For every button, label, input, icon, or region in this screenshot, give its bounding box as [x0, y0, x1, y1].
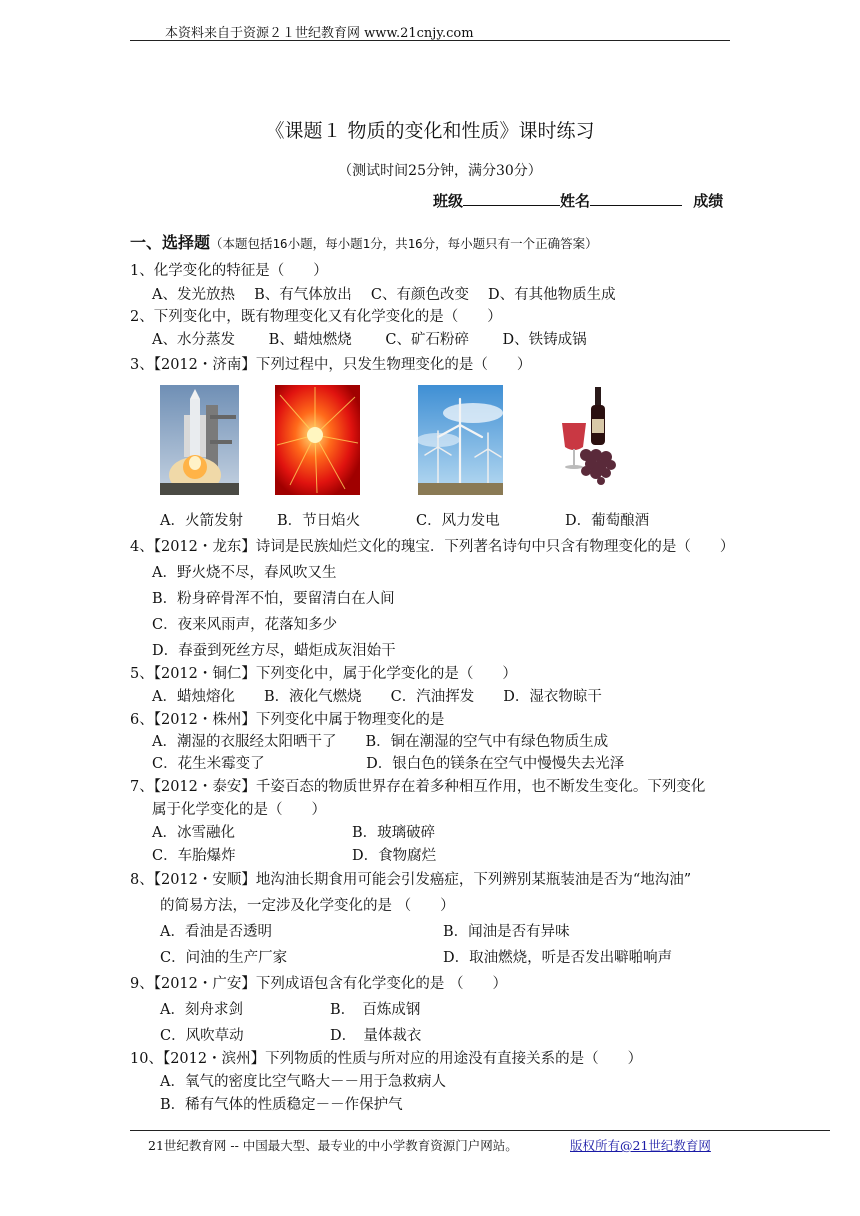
question-7-option-a: A．冰雪融化	[152, 825, 235, 841]
header-rule	[130, 40, 730, 41]
copyright-link[interactable]: 版权所有@21世纪教育网	[570, 1138, 711, 1153]
question-9-option-b: B． 百炼成钢	[330, 1002, 421, 1018]
page-header-text: 本资料来自于资源２１世纪教育网 www.21cnjy.com	[165, 26, 474, 41]
question-7-option-c: C．车胎爆炸	[152, 848, 236, 864]
question-10: 10、【2012・滨州】下列物质的性质与所对应的用途没有直接关系的是（ ）	[130, 1051, 643, 1067]
question-3-option-d: D．葡萄酿酒	[565, 513, 650, 529]
question-1-options: A、发光放热 B、有气体放出 C、有颜色改变 D、有其他物质生成	[152, 287, 616, 303]
question-3: 3、【2012・济南】下列过程中，只发生物理变化的是（ ）	[130, 357, 532, 373]
question-10-option-a: A．氧气的密度比空气略大－－用于急救病人	[160, 1074, 446, 1090]
class-label: 班级	[433, 192, 464, 210]
fireworks-image	[275, 385, 360, 495]
name-label: 姓名	[560, 192, 591, 210]
question-8-continued: 的简易方法，一定涉及化学变化的是 （ ）	[160, 898, 455, 914]
section-title: 一、选择题	[130, 233, 211, 252]
question-8-option-b: B．闻油是否有异味	[443, 924, 570, 940]
question-5-options: A．蜡烛熔化 B．液化气燃烧 C．汽油挥发 D．湿衣物晾干	[152, 689, 602, 705]
class-blank	[463, 191, 560, 206]
question-9-option-a: A．刻舟求剑	[160, 1002, 243, 1018]
section-note: （本题包括16小题，每小题1分，共16分，每小题只有一个正确答案）	[210, 236, 598, 251]
question-1: 1、化学变化的特征是（ ）	[130, 263, 328, 279]
question-7-option-d: D．食物腐烂	[352, 848, 437, 864]
question-9-option-c: C．风吹草动	[160, 1028, 244, 1044]
question-8-option-a: A．看油是否透明	[160, 924, 272, 940]
question-6-options-cd: C．花生米霉变了 D．银白色的镁条在空气中慢慢失去光泽	[152, 756, 625, 772]
question-6-options-ab: A．潮湿的衣服经太阳晒干了 B．铜在潮湿的空气中有绿色物质生成	[152, 734, 609, 750]
question-3-option-c: C．风力发电	[416, 513, 500, 529]
question-10-option-b: B．稀有气体的性质稳定－－作保护气	[160, 1097, 403, 1113]
question-4-option-a: A．野火烧不尽，春风吹又生	[152, 565, 337, 581]
page-subtitle: （测试时间25分钟，满分30分）	[338, 163, 542, 179]
question-2-options: A、水分蒸发 B、蜡烛燃烧 C、矿石粉碎 D、铁铸成锅	[152, 332, 587, 348]
question-4: 4、【2012・龙东】诗词是民族灿烂文化的瑰宝．下列著名诗句中只含有物理变化的是（ ）	[130, 539, 735, 555]
question-6: 6、【2012・株州】下列变化中属于物理变化的是	[130, 712, 445, 728]
wind-turbines-image	[418, 385, 503, 495]
question-3-option-b: B．节日焰火	[277, 513, 361, 529]
section-heading	[130, 230, 598, 253]
question-9: 9、【2012・广安】下列成语包含有化学变化的是 （ ）	[130, 976, 507, 992]
question-8-option-d: D．取油燃烧，听是否发出噼啪响声	[443, 950, 673, 966]
question-7-option-b: B．玻璃破碎	[352, 825, 436, 841]
question-2: 2、下列变化中，既有物理变化又有化学变化的是（ ）	[130, 309, 502, 325]
question-8-option-c: C．问油的生产厂家	[160, 950, 288, 966]
score-label: 成绩	[693, 192, 724, 210]
question-7: 7、【2012・泰安】千姿百态的物质世界存在着多种相互作用，也不断发生变化。下列变化	[130, 779, 706, 795]
student-info-row	[433, 190, 723, 211]
question-5: 5、【2012・铜仁】下列变化中，属于化学变化的是（ ）	[130, 666, 517, 682]
footer-rule	[130, 1130, 830, 1131]
page-title: 《课题１ 物质的变化和性质》课时练习	[265, 120, 595, 142]
question-4-option-c: C．夜来风雨声，花落知多少	[152, 617, 338, 633]
name-blank	[590, 191, 682, 206]
question-4-option-d: D．春蚕到死丝方尽，蜡炬成灰泪始干	[152, 643, 396, 659]
question-4-option-b: B．粉身碎骨浑不怕，要留清白在人间	[152, 591, 395, 607]
question-7-continued: 属于化学变化的是（ ）	[152, 802, 326, 818]
rocket-launch-image	[160, 385, 239, 495]
question-8: 8、【2012・安顺】地沟油长期食用可能会引发癌症，下列辨别某瓶装油是否为“地沟油”	[130, 872, 692, 888]
footer-text: 21世纪教育网 -- 中国最大型、最专业的中小学教育资源门户网站。	[148, 1138, 518, 1153]
question-3-option-a: A．火箭发射	[160, 513, 243, 529]
question-9-option-d: D． 量体裁衣	[330, 1028, 422, 1044]
grape-wine-image	[556, 385, 626, 487]
